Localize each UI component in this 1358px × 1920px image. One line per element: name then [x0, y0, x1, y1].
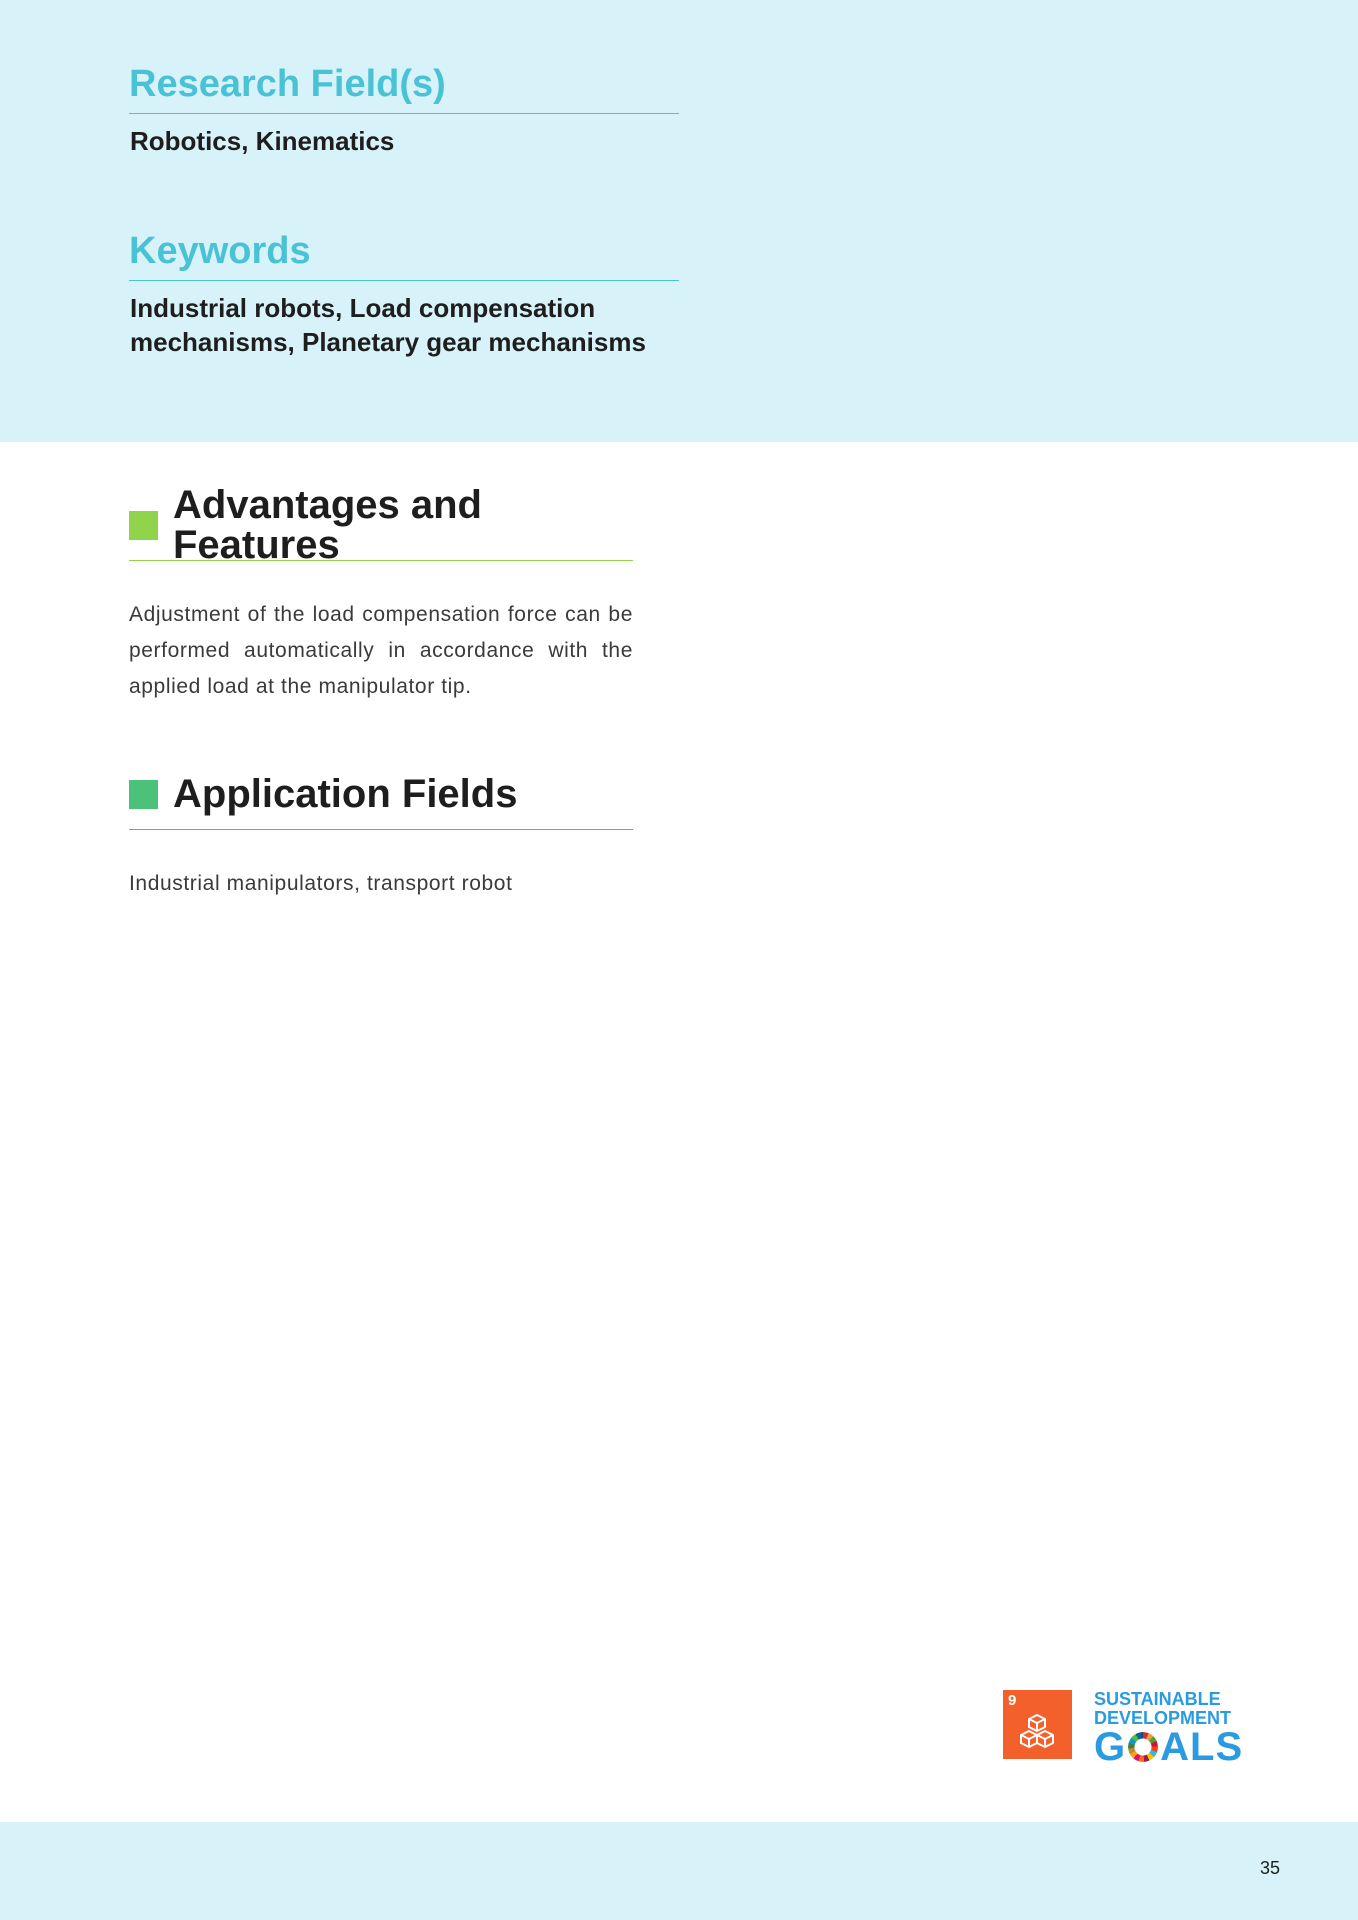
- advantages-body: Adjustment of the load compensation force can be performed automatically in accordance with the applied load at the manipulator tip.: [129, 603, 633, 698]
- sdg-logo: [1003, 1689, 1244, 1769]
- green-square-icon: [129, 511, 158, 540]
- applications-header: [129, 769, 633, 830]
- advantages-header: [129, 483, 633, 567]
- applications-title: Application Fields: [173, 772, 518, 816]
- sdg-goals-prefix: G: [1094, 1725, 1127, 1769]
- page-number: 35: [1259, 1858, 1281, 1878]
- keywords-heading: Keywords: [129, 232, 679, 281]
- sdg-goal-number: 9: [1008, 1692, 1017, 1709]
- research-fields-heading: Research Field(s): [129, 65, 679, 114]
- sdg-goals-suffix: ALS: [1160, 1725, 1244, 1769]
- applications-section: [129, 769, 633, 902]
- sdg-wordmark: [1094, 1689, 1244, 1769]
- sdg-line-development: DEVELOPMENT: [1094, 1708, 1232, 1728]
- advantages-section: [129, 483, 633, 705]
- keywords-block: [129, 232, 679, 359]
- footer-band: [0, 1822, 1358, 1920]
- stacked-cubes-icon: [1019, 1713, 1055, 1751]
- sdg-goal-tile: [1003, 1690, 1072, 1759]
- green-square-icon: [129, 780, 158, 809]
- research-fields-value: Robotics, Kinematics: [130, 126, 395, 156]
- advantages-title: Advantages and Features: [173, 483, 482, 567]
- sdg-line-sustainable: SUSTAINABLE: [1094, 1689, 1221, 1709]
- sdg-color-wheel-icon: [1128, 1732, 1158, 1762]
- sdg-goals-word: [1094, 1725, 1244, 1769]
- keywords-value: Industrial robots, Load compensation mechanisms, Planetary gear mechanisms: [130, 293, 646, 357]
- applications-body: Industrial manipulators, transport robot: [129, 872, 513, 895]
- research-fields-block: [129, 65, 679, 158]
